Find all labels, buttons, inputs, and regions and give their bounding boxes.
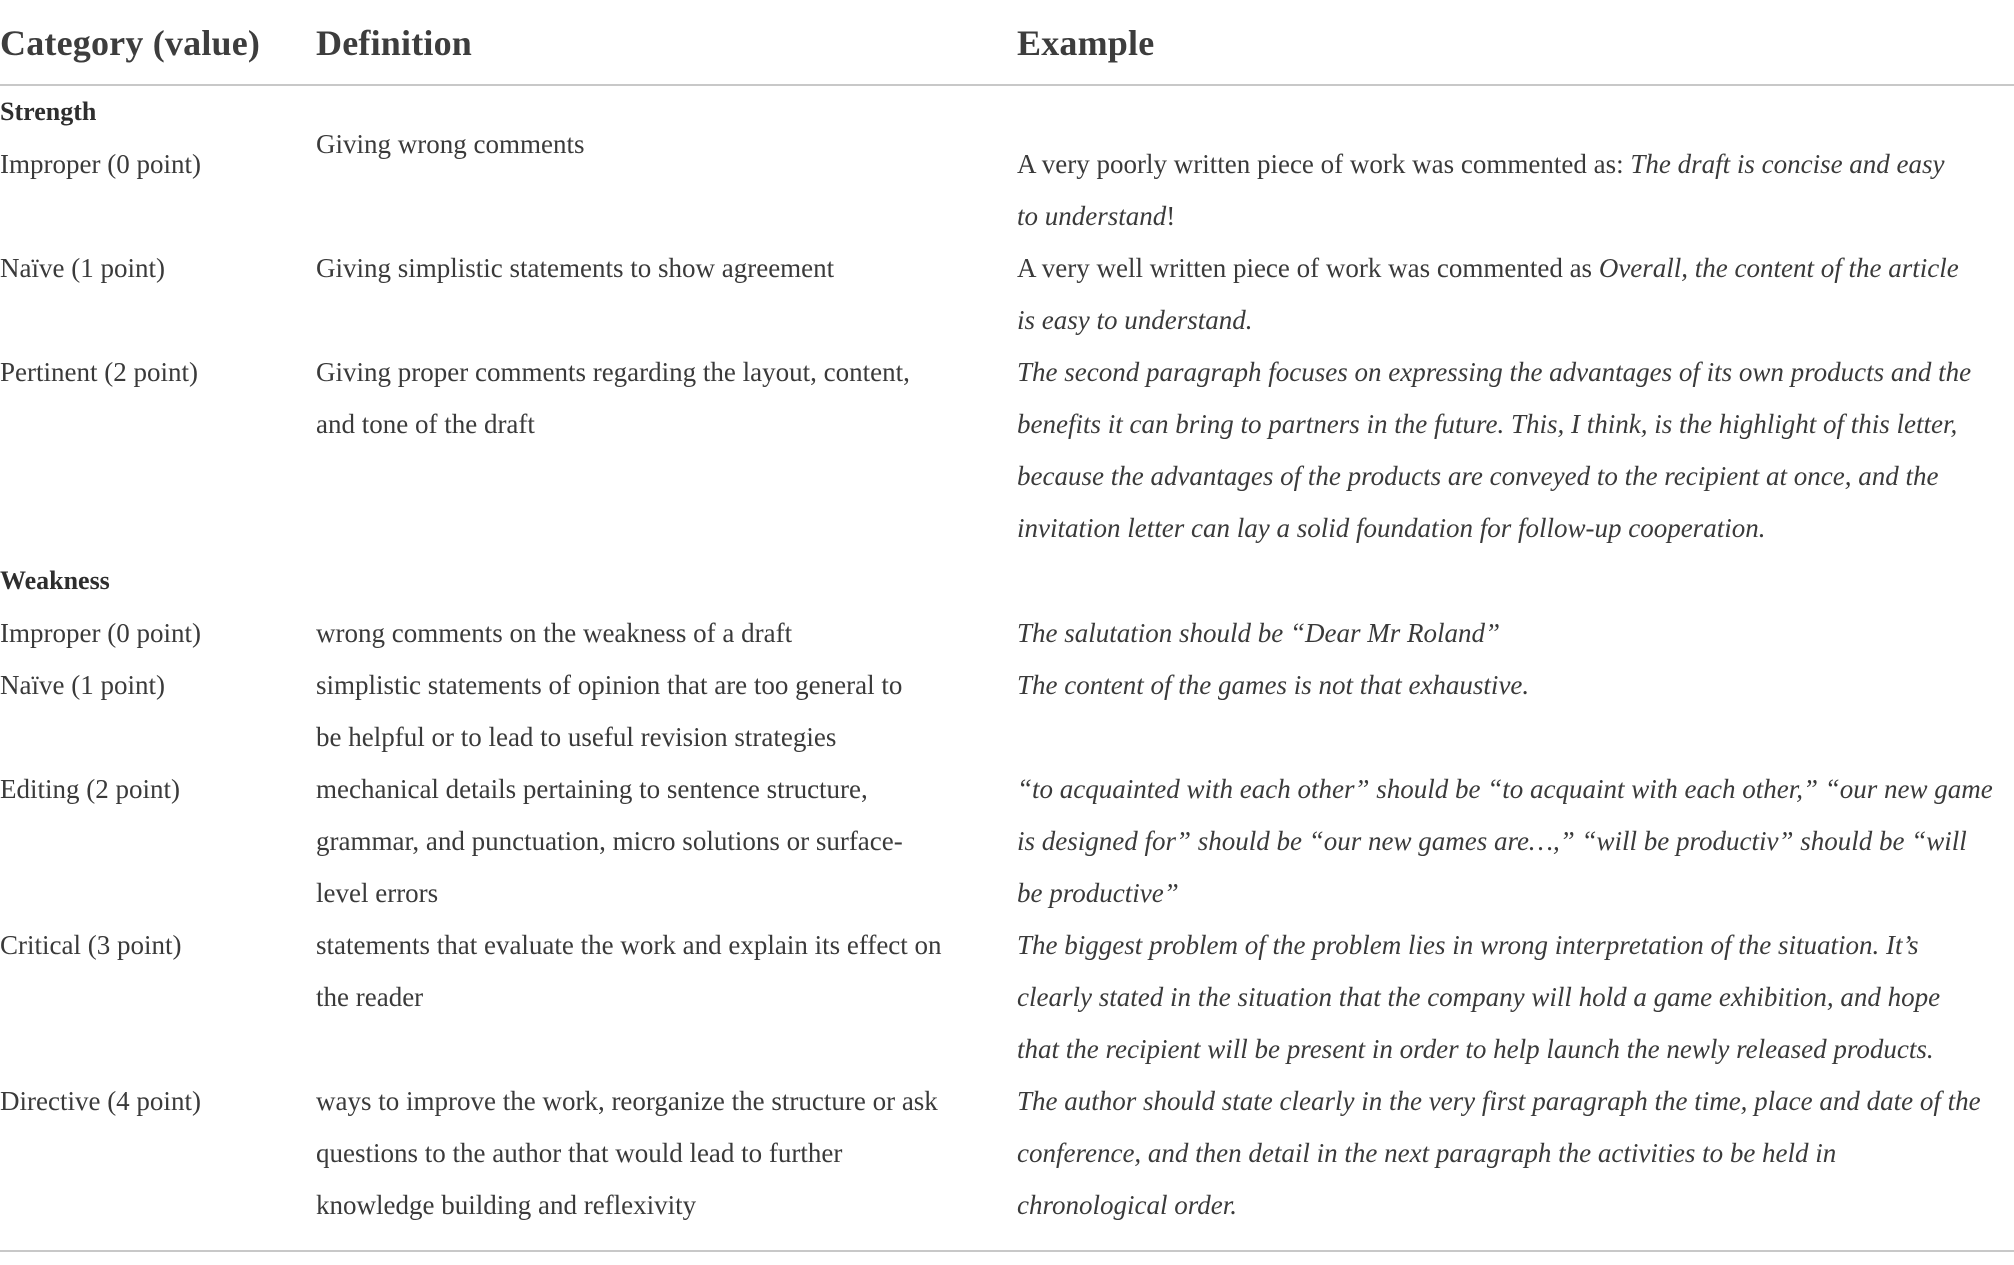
example-line: invitation letter can lay a solid foundation for follow-up cooperation.	[1017, 513, 1766, 543]
example-line: be productive”	[1017, 878, 1179, 908]
category-cell: Improper (0 point)	[0, 618, 201, 648]
definition-line: knowledge building and reflexivity	[316, 1190, 697, 1220]
example-cell	[1017, 659, 2014, 711]
category-cell: Directive (4 point)	[0, 1086, 201, 1116]
example-line: The salutation should be “Dear Mr Roland”	[1017, 618, 1501, 648]
definition-cell	[316, 659, 1006, 763]
example-line: chronological order.	[1017, 1190, 1237, 1220]
definition-cell	[316, 607, 1006, 659]
definition-cell	[316, 763, 1006, 919]
definition-line: wrong comments on the weakness of a draft	[316, 618, 793, 648]
example-line	[1017, 138, 2014, 190]
table-bottom-rule	[0, 1250, 2014, 1252]
header-example: Example	[1017, 23, 1155, 63]
table-header-row	[0, 0, 2014, 86]
definition-cell	[316, 919, 1006, 1023]
example-line	[1017, 242, 2014, 294]
definition-cell	[316, 346, 1006, 450]
definition-cell: Giving simplistic statements to show agreement	[316, 253, 835, 283]
example-line: benefits it can bring to partners in the future. This, I think, is the highlight of this letter,	[1017, 409, 1958, 439]
definition-line: and tone of the draft	[316, 409, 535, 439]
section-weakness-label: Weakness	[0, 566, 110, 595]
definition-line: be helpful or to lead to useful revision strategies	[316, 722, 837, 752]
example-italic-text: Overall, the content of the article	[1598, 253, 1959, 283]
example-cell	[1017, 919, 2014, 1075]
category-cell: Pertinent (2 point)	[0, 357, 198, 387]
example-cell	[1017, 1075, 2014, 1231]
example-text: A very well written piece of work was commented as	[1017, 253, 1599, 283]
definition-line: Giving proper comments regarding the layout, content,	[316, 357, 910, 387]
example-line: because the advantages of the products are conveyed to the recipient at once, and the	[1017, 461, 1939, 491]
definition-line: grammar, and punctuation, micro solutions or surface-	[316, 826, 903, 856]
section-strength-label: Strength	[0, 97, 97, 126]
example-italic-text: to understand	[1017, 201, 1167, 231]
example-italic-text: The draft is concise and easy	[1630, 149, 1945, 179]
example-line: The second paragraph focuses on expressing the advantages of its own products and the	[1017, 357, 1972, 387]
definition-line: statements that evaluate the work and explain its effect on	[316, 930, 942, 960]
example-cell	[1017, 763, 2014, 919]
example-cell	[1017, 242, 2014, 346]
header-category: Category (value)	[0, 23, 261, 63]
example-text: A very poorly written piece of work was commented as:	[1017, 149, 1631, 179]
category-cell: Improper (0 point)	[0, 149, 201, 179]
example-line: The biggest problem of the problem lies in wrong interpretation of the situation. It’s	[1017, 930, 1919, 960]
definition-line: simplistic statements of opinion that are too general to	[316, 670, 903, 700]
example-cell	[1017, 138, 2014, 242]
example-line: The author should state clearly in the very first paragraph the time, place and date of the	[1017, 1086, 1981, 1116]
example-line	[1017, 294, 2014, 346]
example-text: !	[1166, 201, 1176, 231]
category-cell: Naïve (1 point)	[0, 670, 165, 700]
header-definition: Definition	[316, 23, 473, 63]
definition-cell: Giving wrong comments	[316, 129, 585, 159]
definition-line: ways to improve the work, reorganize the structure or ask	[316, 1086, 938, 1116]
example-line: is designed for” should be “our new games are…,” “will be productiv” should be “will	[1017, 826, 1967, 856]
example-cell	[1017, 346, 2014, 554]
example-line: clearly stated in the situation that the company will hold a game exhibition, and hope	[1017, 982, 1941, 1012]
example-line: The content of the games is not that exhaustive.	[1017, 670, 1530, 700]
example-line: “to acquainted with each other” should be “to acquaint with each other,” “our new game	[1017, 774, 1993, 804]
category-cell: Editing (2 point)	[0, 774, 180, 804]
example-line: that the recipient will be present in order to help launch the newly released products.	[1017, 1034, 1934, 1064]
category-cell: Naïve (1 point)	[0, 253, 165, 283]
example-line: conference, and then detail in the next paragraph the activities to be held in	[1017, 1138, 1837, 1168]
example-cell	[1017, 607, 2014, 659]
definition-line: questions to the author that would lead to further	[316, 1138, 843, 1168]
definition-cell	[316, 1075, 1006, 1231]
definition-line: the reader	[316, 982, 424, 1012]
example-italic-text: is easy to understand.	[1017, 305, 1253, 335]
category-cell: Critical (3 point)	[0, 930, 182, 960]
definition-line: level errors	[316, 878, 439, 908]
example-line	[1017, 190, 2014, 242]
definition-line: mechanical details pertaining to sentence structure,	[316, 774, 868, 804]
